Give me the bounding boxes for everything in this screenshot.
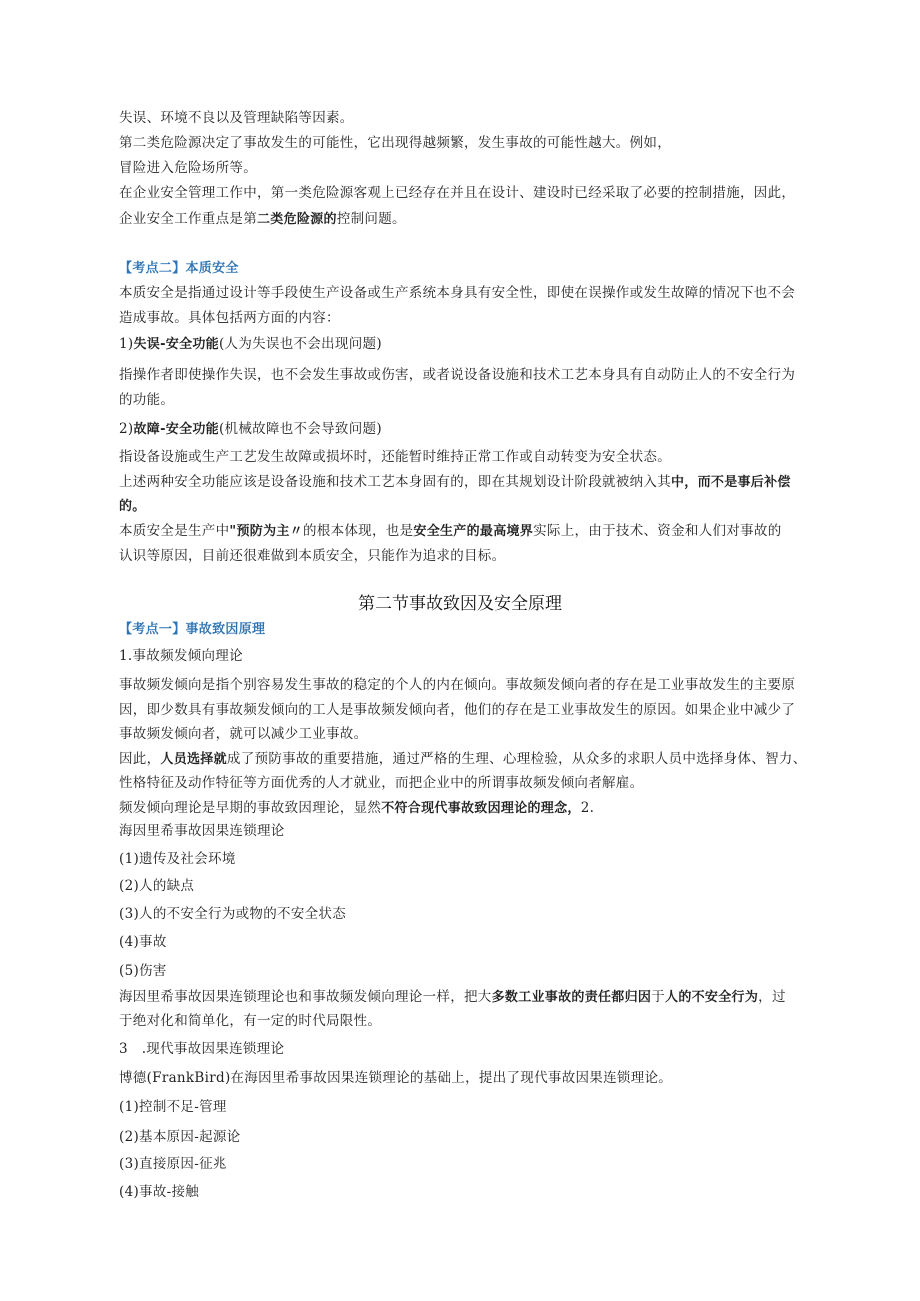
- text-line: [119, 448, 671, 466]
- text-line: [119, 366, 795, 384]
- emphasis-text: 二类危险源的: [257, 212, 337, 227]
- text-segment: 博德(FrankBird)在海因里希事故因果连锁理论的基础上，提出了现代事故因果连锁理论。: [119, 1070, 673, 1086]
- emphasis-text: 人员选择就: [160, 752, 227, 767]
- text-segment: 认识等原因，目前还很难做到本质安全，只能作为追求的目标。: [119, 548, 506, 564]
- text-line: [119, 962, 167, 980]
- emphasis-text: 不符合现代事故致因理论的理念，: [381, 801, 581, 816]
- emphasis-text: 中，而不是事后补偿: [671, 475, 791, 490]
- text-segment: 性格特征及动作特征等方面优秀的人才就业，而把企业中的所谓事故频发倾向者解雇。: [119, 775, 644, 791]
- text-segment: 2): [119, 421, 134, 437]
- text-segment: 上述两种安全功能应该是设备设施和技术工艺本身固有的，即在其规划设计阶段就被纳入其: [119, 474, 671, 490]
- text-line: [119, 547, 505, 565]
- emphasis-text: 安全生产的最高境界: [413, 524, 534, 539]
- text-line: [119, 933, 167, 951]
- text-line: [119, 1155, 227, 1173]
- text-segment: 冒险进入危险场所等。: [119, 160, 257, 176]
- text-line: [119, 1040, 284, 1058]
- text-segment: 第二类危险源决定了事故发生的可能性，它出现得越频繁，发生事故的可能性越大。例如，: [119, 135, 671, 151]
- topic-label: 【考点一】事故致因原理: [119, 622, 266, 637]
- text-line: [119, 877, 194, 895]
- text-line: [119, 725, 367, 743]
- text-line: [119, 522, 782, 541]
- topic-label: 【考点二】本质安全: [119, 261, 239, 276]
- text-line: [119, 420, 382, 439]
- text-line: [119, 647, 243, 665]
- text-segment: 在企业安全管理工作中，第一类危险源客观上已经存在并且在设计、建设时已经采取了必要的控制措施，因此，: [119, 185, 796, 201]
- text-line: [119, 822, 285, 840]
- text-line: [119, 1012, 381, 1030]
- text-segment: 失误、环境不良以及管理缺陷等因素。: [119, 110, 354, 126]
- topic-heading: [119, 620, 265, 639]
- text-line: [119, 473, 791, 492]
- text-segment: 本质安全是指通过设计等手段使生产设备或生产系统本身具有安全性，即使在误操作或发生故障的情况下也不会: [119, 285, 796, 301]
- text-segment: 事故频发倾向者，就可以减少工业事故。: [119, 726, 368, 742]
- emphasis-text: 多数工业事故的责任都归因: [491, 990, 652, 1005]
- text-line: [119, 309, 340, 327]
- text-segment: 于: [651, 989, 666, 1005]
- emphasis-text: 故障-安全功能: [133, 422, 219, 437]
- text-line: [119, 905, 346, 923]
- text-line: [119, 391, 174, 409]
- emphasis-text: 的。: [119, 499, 146, 514]
- text-segment: 2.: [580, 800, 595, 816]
- text-segment: 于绝对化和简单化，有一定的时代局限性。: [119, 1013, 382, 1029]
- text-line: [119, 850, 236, 868]
- text-segment: 海因里希事故因果连锁理论也和事故频发倾向理论一样，把大: [119, 989, 492, 1005]
- text-line: [119, 497, 146, 516]
- text-line: [119, 750, 807, 769]
- text-line: [119, 701, 795, 719]
- text-segment: 事故频发倾向是指个别容易发生事故的稳定的个人的内在倾向。事故频发倾向者的存在是工业事故发生的主要原: [119, 677, 796, 693]
- text-segment: 实际上，由于技术、资金和人们对事故的: [533, 523, 782, 539]
- text-line: [119, 1069, 672, 1087]
- text-segment: 因此，: [119, 751, 161, 767]
- topic-heading: [119, 259, 239, 278]
- text-line: [119, 799, 594, 818]
- text-line: [119, 184, 795, 202]
- text-segment: (4)事故: [119, 934, 167, 950]
- text-segment: (1)控制不足-管理: [119, 1099, 227, 1115]
- text-line: [119, 284, 795, 302]
- text-line: [119, 774, 643, 792]
- text-segment: 因，即少数具有事故频发倾向的工人是事故频发倾向者，他们的存在是工业事故发生的原因。如果企业中减少了: [119, 702, 796, 718]
- text-segment: (3)人的不安全行为或物的不安全状态: [119, 906, 347, 922]
- text-line: [119, 988, 786, 1007]
- text-segment: (4)事故-接触: [119, 1184, 200, 1200]
- text-segment: (人为失误也不会出现问题): [218, 336, 382, 352]
- text-segment: (机械故障也不会导致问题): [218, 421, 382, 437]
- emphasis-text: 失误-安全功能: [133, 337, 219, 352]
- text-segment: 企业安全工作重点是第: [119, 211, 257, 227]
- text-line: [119, 676, 795, 694]
- text-segment: (2)基本原因-起源论: [119, 1129, 241, 1145]
- section-heading: 第二节事故致因及安全原理: [358, 594, 562, 614]
- text-line: [119, 1183, 199, 1201]
- text-segment: 的根本体现，也是: [302, 523, 414, 539]
- text-line: [119, 134, 671, 152]
- text-segment: ，过: [758, 989, 786, 1005]
- text-line: [119, 335, 382, 354]
- text-line: [119, 109, 354, 127]
- text-line: [119, 1098, 227, 1116]
- text-segment: (5)伤害: [119, 963, 167, 979]
- text-segment: 频发倾向理论是早期的事故致因理论，显然: [119, 800, 382, 816]
- text-segment: 海因里希事故因果连锁理论: [119, 823, 285, 839]
- text-segment: 指设备设施或生产工艺发生故障或损坏时，还能暂时维持正常工作或自动转变为安全状态。: [119, 449, 671, 465]
- text-segment: 的功能。: [119, 392, 175, 408]
- text-segment: (3)直接原因-征兆: [119, 1156, 227, 1172]
- text-segment: 成了预防事故的重要措施，通过严格的生理、心理检验，从众多的求职人员中选择身体、智力、: [226, 751, 807, 767]
- text-segment: 造成事故。具体包括两方面的内容：: [119, 310, 340, 326]
- text-segment: (1)遗传及社会环境: [119, 851, 236, 867]
- text-line: [119, 159, 257, 177]
- text-segment: 1.事故频发倾向理论: [119, 648, 243, 664]
- text-segment: 1): [119, 336, 134, 352]
- text-segment: (2)人的缺点: [119, 878, 195, 894]
- text-segment: 控制问题。: [336, 211, 406, 227]
- emphasis-text: 人的不安全行为: [665, 990, 759, 1005]
- text-segment: 本质安全是生产中: [119, 523, 230, 539]
- text-line: [119, 210, 406, 229]
- text-line: [119, 1128, 240, 1146]
- text-segment: 3 .现代事故因果连锁理论: [119, 1041, 285, 1057]
- text-segment: 指操作者即使操作失误，也不会发生事故或伤害，或者说设备设施和技术工艺本身具有自动防止人的不安全行为: [119, 367, 796, 383]
- emphasis-text: "预防为主〃: [229, 524, 303, 539]
